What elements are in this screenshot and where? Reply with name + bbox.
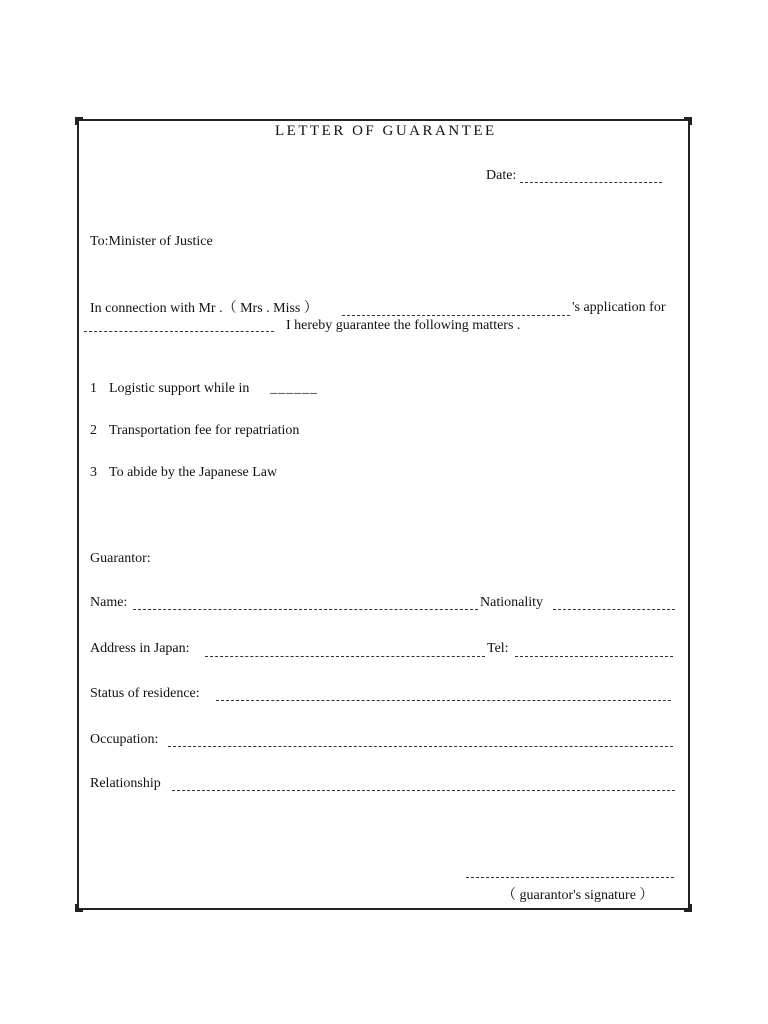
address-label: Address in Japan: — [90, 641, 190, 656]
status-blank[interactable] — [216, 700, 671, 701]
status-label: Status of residence: — [90, 686, 200, 701]
signature-blank[interactable] — [466, 877, 674, 878]
frame-corner — [684, 117, 692, 125]
relationship-blank[interactable] — [172, 790, 675, 791]
matter-number: 2 — [90, 423, 97, 438]
frame-corner — [684, 904, 692, 912]
frame-corner — [75, 904, 83, 912]
intro-guarantee: I hereby guarantee the following matters . — [286, 318, 521, 333]
tel-label: Tel: — [487, 641, 509, 656]
nationality-blank[interactable] — [553, 609, 675, 610]
nationality-label: Nationality — [480, 595, 543, 610]
name-blank[interactable] — [133, 609, 478, 610]
name-label: Name: — [90, 595, 128, 610]
address-blank[interactable] — [205, 656, 485, 657]
intro-prefix: In connection with Mr .（ Mrs . Miss ） — [90, 301, 318, 316]
relationship-label: Relationship — [90, 776, 161, 791]
matter-text: Transportation fee for repatriation — [109, 423, 300, 438]
intro-application: 's application for — [572, 300, 666, 315]
occupation-blank[interactable] — [168, 746, 673, 747]
addressee-line: To:Minister of Justice — [90, 234, 213, 249]
date-blank[interactable] — [520, 182, 662, 183]
signature-caption: （ guarantor's signature ） — [502, 888, 654, 903]
frame-corner — [75, 117, 83, 125]
matter-text: Logistic support while in — [109, 381, 250, 396]
occupation-label: Occupation: — [90, 732, 159, 747]
matter-number: 1 — [90, 381, 97, 396]
guarantor-heading: Guarantor: — [90, 551, 151, 566]
matter-text: To abide by the Japanese Law — [109, 465, 278, 480]
application-type-blank[interactable] — [84, 331, 274, 332]
matter-number: 3 — [90, 465, 97, 480]
date-label: Date: — [486, 168, 517, 183]
document-title: LETTER OF GUARANTEE — [275, 123, 497, 139]
tel-blank[interactable] — [515, 656, 673, 657]
country-blank[interactable]: ______ — [270, 381, 318, 396]
applicant-name-blank[interactable] — [342, 315, 570, 316]
